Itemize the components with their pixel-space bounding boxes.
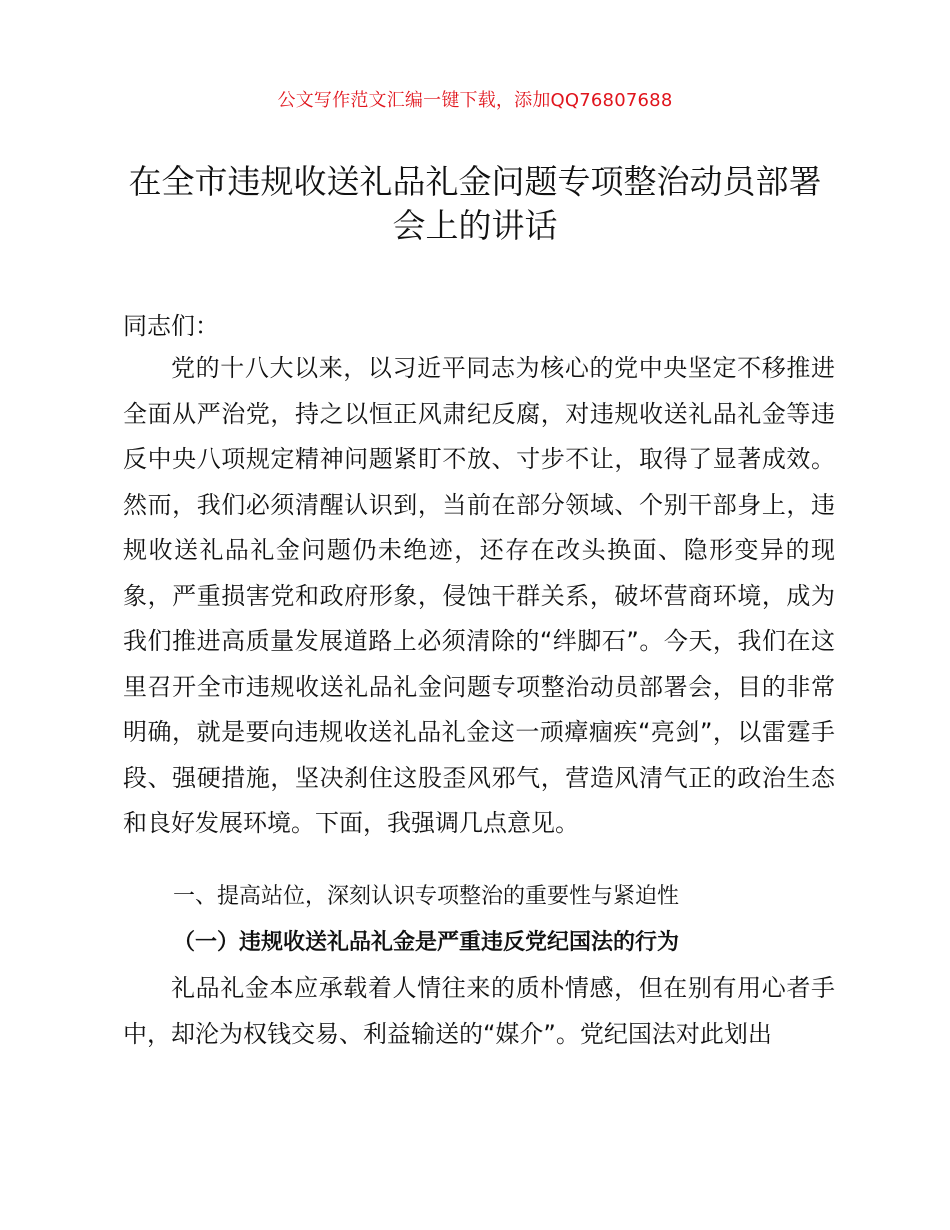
intro-paragraph: 党的十八大以来，以习近平同志为核心的党中央坚定不移推进全面从严治党，持之以恒正风肃纪反腐，对违规收送礼品礼金等违反中央八项规定精神问题紧盯不放、寸步不让，取得了显著成效。然而，我们必须清醒认识到，当前在部分领域、个别干部身上，违规收送礼品礼金问题仍未绝迹，还存在改头换面、隐形变异的现象，严重损害党和政府形象，侵蚀干群关系，破坏营商环境，成为我们推进高质量发展道路上必须清除的“绊脚石”。今天，我们在这里召开全市违规收送礼品礼金问题专项整治动员部署会，目的非常明确，就是要向违规收送礼品礼金这一顽瘴痼疾“亮剑”，以雷霆手段、强硬措施，坚决刹住这股歪风邪气，营造风清气正的政治生态和良好发展环境。下面，我强调几点意见。 [123, 354, 835, 837]
download-banner: 公文写作范文汇编一键下载，添加QQ76807688 [277, 90, 673, 111]
subsection-heading: （一）违规收送礼品礼金是严重违反党纪国法的行为 [173, 930, 680, 955]
document-title: 在全市违规收送礼品礼金问题专项整治动员部署会上的讲话 [128, 162, 822, 245]
salutation: 同志们： [123, 312, 219, 340]
section-heading: 一、提高站位，深刻认识专项整治的重要性与紧迫性 [173, 884, 680, 909]
body-paragraph: 礼品礼金本应承载着人情往来的质朴情感，但在别有用心者手中，却沦为权钱交易、利益输送的“媒介”。党纪国法对此划出 [123, 974, 835, 1048]
